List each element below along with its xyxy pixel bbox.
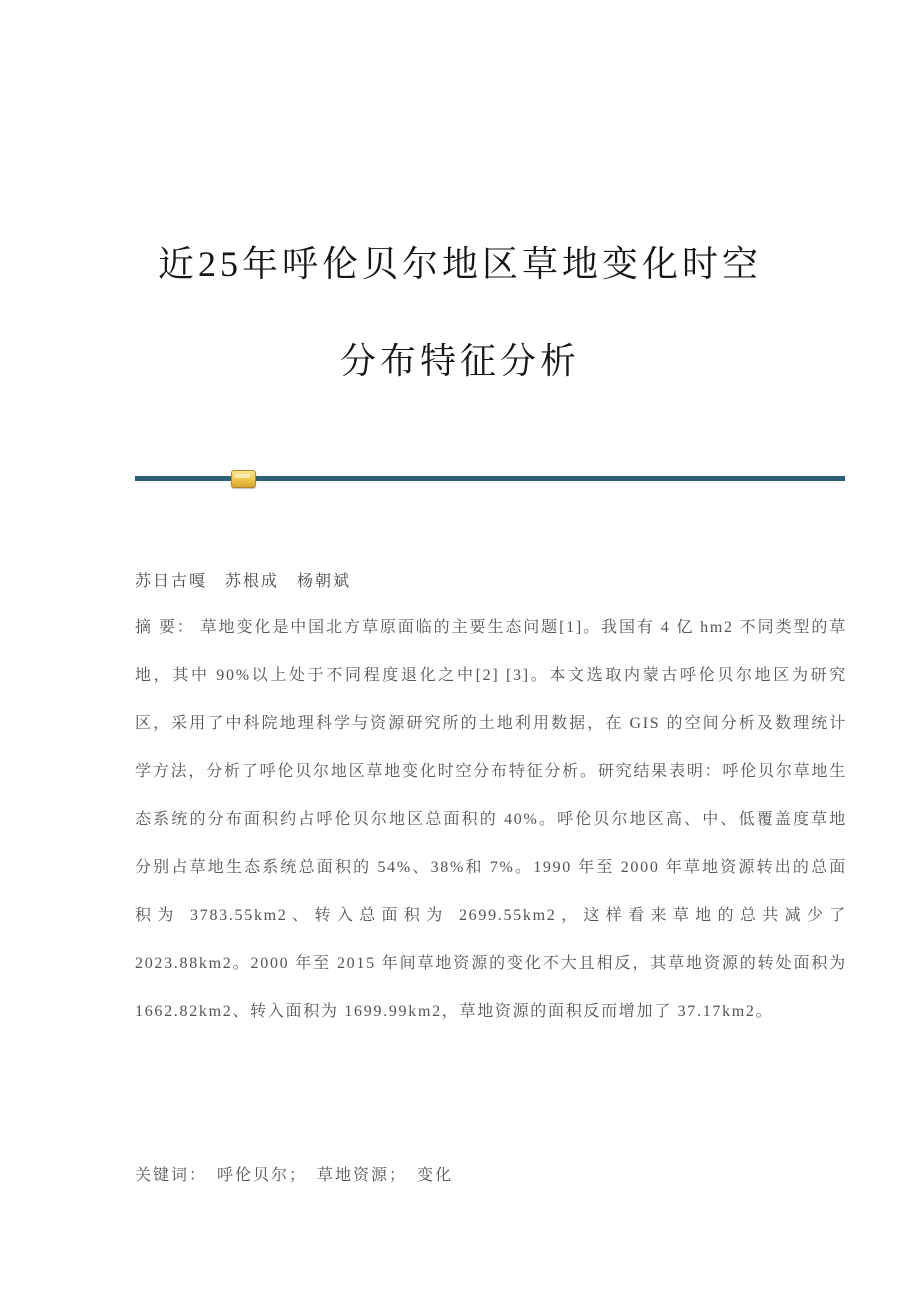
title-divider: [135, 476, 845, 481]
authors-line: 苏日古嘎 苏根成 杨朝斌: [135, 573, 352, 590]
keywords-line: [135, 1162, 847, 1190]
keywords-text: 呼伦贝尔； 草地资源； 变化: [217, 1167, 454, 1184]
page-title: 近25年呼伦贝尔地区草地变化时空分布特征分析: [157, 244, 762, 382]
abstract-paragraph: [135, 604, 847, 1036]
abstract-label: 摘 要：: [135, 619, 201, 636]
abstract-text: 草地变化是中国北方草原面临的主要生态问题[1]。我国有 4 亿 hm2 不同类型的草地，其中 90%以上处于不同程度退化之中[2] [3]。本文选取内蒙古呼伦贝尔地区为研究区，采用了中科院地理科学与资源研究所的土地利用数据，在 GIS 的空间分析及数理统计学方法，分析了呼伦贝尔地区草地变化时空分布特征分析。研究结果表明：呼伦贝尔草地生态系统的分布面积约占呼伦贝尔地区总面积的 40%。呼伦贝尔地区高、中、低覆盖度草地分别占草地生态系统总面积的 54%、38%和 7%。1990 年至 2000 年草地资源转出的总面积为 3783.55km2、转入总面积为 2699.55km2，这样看来草地的总共减少了 2023.88km2。2000 年至 2015 年间草地资源的变化不大且相反，其草地资源的转处面积为 1662.82km2、转入面积为 1699.99km2，草地资源的面积反而增加了 37.17km2。: [135, 619, 847, 1020]
keywords-label: 关键词：: [135, 1167, 208, 1184]
gold-ornament-icon: [231, 470, 256, 488]
